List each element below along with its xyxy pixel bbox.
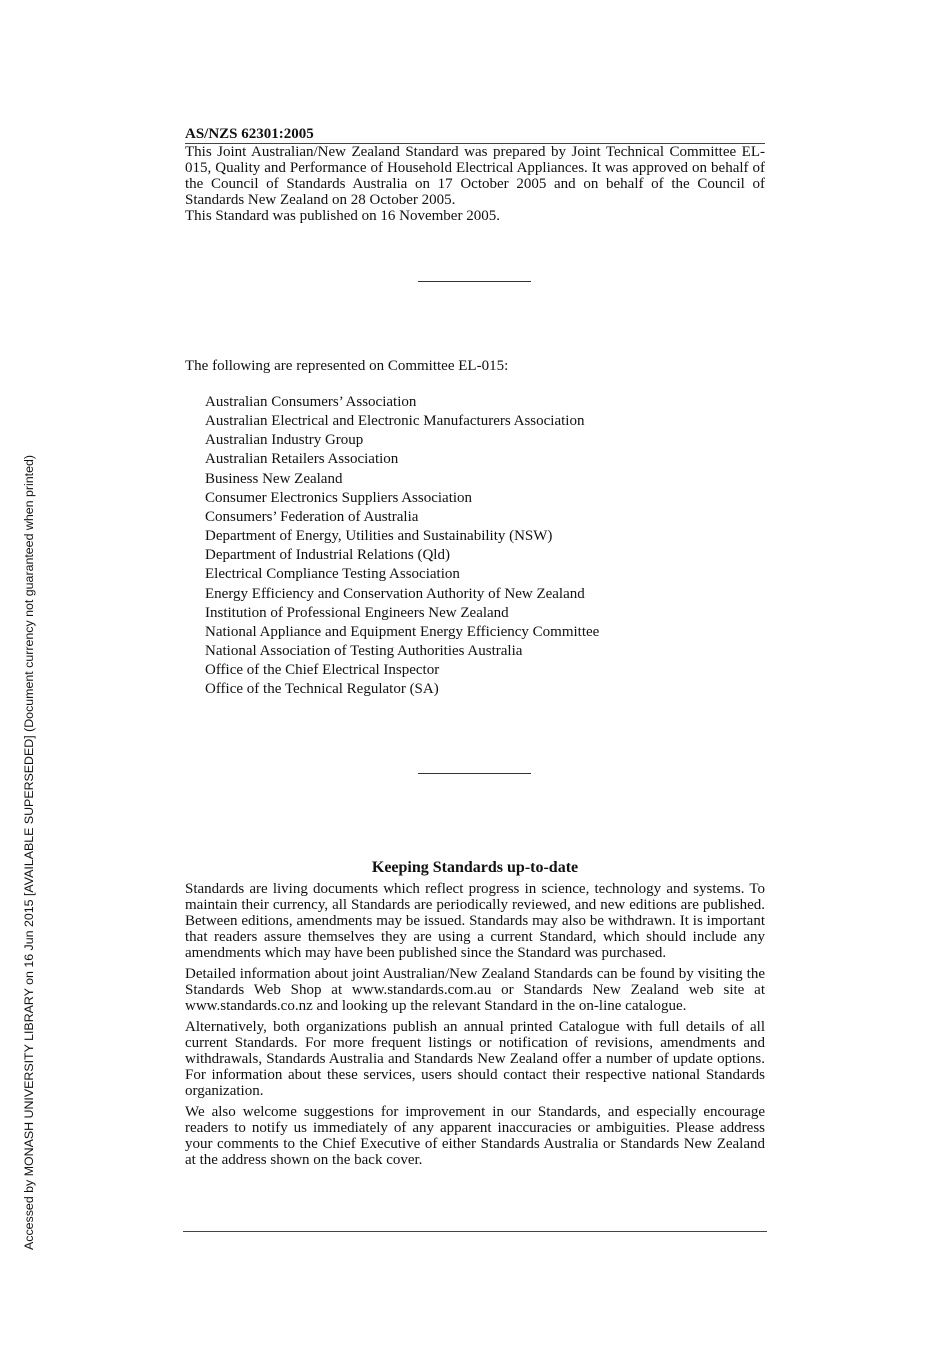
list-item: Department of Energy, Utilities and Sustainability (NSW) (205, 528, 553, 545)
paragraph: Detailed information about joint Australian/New Zealand Standards can be found by visiting the Standards Web Shop at www.standards.com.au or Standards New Zealand web site at www.standards.co.nz and looking up the relevant Standard in the on-line catalogue. (185, 966, 765, 1014)
paragraph: We also welcome suggestions for improvement in our Standards, and especially encourage readers to notify us immediately of any apparent inaccuracies or ambiguities. Please address your comments to the Chief Executive of either Standards Australia or Standards New Zealand at the address shown on the back cover. (185, 1104, 765, 1168)
list-item: Office of the Technical Regulator (SA) (205, 681, 439, 698)
list-item: Australian Retailers Association (205, 451, 399, 468)
list-item: Consumers’ Federation of Australia (205, 508, 419, 525)
list-item: Australian Electrical and Electronic Manufacturers Association (205, 413, 585, 430)
list-item: Consumer Electronics Suppliers Association (205, 489, 473, 506)
keeping-up-to-date-section (185, 858, 765, 1173)
list-item: Business New Zealand (205, 470, 343, 487)
list-item: Institution of Professional Engineers New Zealand (205, 604, 509, 621)
list-item: Department of Industrial Relations (Qld) (205, 547, 450, 564)
footer-rule (183, 1231, 767, 1232)
paragraph: Standards are living documents which reflect progress in science, technology and systems. To maintain their currency, all Standards are periodically reviewed, and new editions are published. Between editions, amendments may be issued. Standards may also be withdrawn. It is important that readers assure themselves they are using a current Standard, which should include any amendments which may have been published since the Standard was purchased. (185, 881, 765, 961)
separator-rule (418, 281, 531, 282)
list-item: Energy Efficiency and Conservation Authority of New Zealand (205, 585, 585, 602)
section-title: Keeping Standards up-to-date (371, 859, 579, 876)
access-watermark: Accessed by MONASH UNIVERSITY LIBRARY on 16 Jun 2015 [AVAILABLE SUPERSEDED] (Document currency not guaranteed when printed) (22, 455, 36, 1250)
committee-intro: The following are represented on Committee EL-015: (185, 358, 509, 374)
separator-rule (418, 773, 531, 774)
list-item: Australian Consumers’ Association (205, 394, 417, 410)
list-item: Office of the Chief Electrical Inspector (205, 662, 440, 679)
paragraph: Alternatively, both organizations publish an annual printed Catalogue with full details of all current Standards. For more frequent listings or notification of revisions, amendments and withdrawals, Standards Australia and Standards New Zealand offer a number of update options. For information about these services, users should contact their respective national Standards organization. (185, 1019, 765, 1099)
list-item: National Association of Testing Authorities Australia (205, 643, 523, 660)
list-item: Australian Industry Group (205, 432, 364, 449)
committee-member-list (205, 393, 599, 700)
document-number: AS/NZS 62301:2005 (185, 126, 765, 144)
publication-statement: This Standard was published on 16 November 2005. (185, 208, 500, 224)
list-item: Electrical Compliance Testing Association (205, 566, 460, 583)
list-item: National Appliance and Equipment Energy Efficiency Committee (205, 623, 600, 640)
preface-block (185, 126, 765, 224)
preparation-statement: This Joint Australian/New Zealand Standard was prepared by Joint Technical Committee EL-015, Quality and Performance of Household Electrical Appliances. It was approved on behalf of the Council of Standards Australia on 17 October 2005 and on behalf of the Council of Standards New Zealand on 28 October 2005. (185, 144, 765, 208)
